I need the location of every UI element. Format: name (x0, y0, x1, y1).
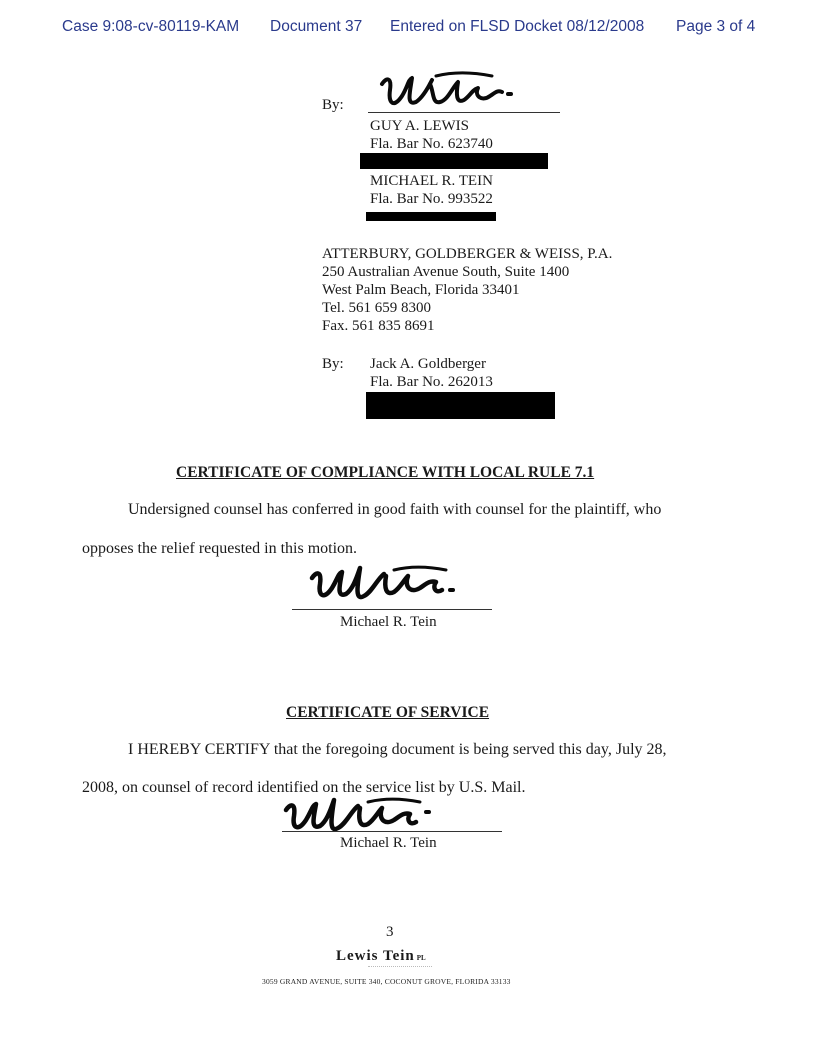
signer-goldberger-bar: Fla. Bar No. 262013 (370, 374, 493, 390)
by-label-1: By: (322, 97, 344, 113)
docket-entered-date: Entered on FLSD Docket 08/12/2008 (390, 18, 645, 35)
firm-fax: Fax. 561 835 8691 (322, 318, 435, 334)
signature-1 (372, 62, 522, 122)
service-text-line-2: 2008, on counsel of record identified on the service list by U.S. Mail. (82, 779, 526, 796)
signature-2 (300, 554, 470, 610)
service-heading: CERTIFICATE OF SERVICE (286, 704, 490, 721)
redaction-bar (360, 153, 548, 169)
compliance-signer-name: Michael R. Tein (340, 614, 437, 630)
compliance-text-line-1: Undersigned counsel has conferred in good faith with counsel for the plaintiff, who (128, 501, 662, 518)
signer-goldberger-name: Jack A. Goldberger (370, 356, 486, 372)
page-number: 3 (386, 924, 394, 940)
firm-logo-suffix: PL (416, 954, 426, 962)
compliance-text-line-2: opposes the relief requested in this motion. (82, 540, 358, 557)
firm-logo-name: Lewis Tein (336, 948, 415, 964)
redaction-bar (366, 212, 496, 221)
firm-logo (336, 947, 426, 965)
by-label-2: By: (322, 356, 344, 372)
signature-line-2 (292, 609, 492, 610)
firm-address-1: 250 Australian Avenue South, Suite 1400 (322, 264, 570, 280)
firm-tagline-decoration (368, 966, 432, 970)
signer-michael-tein-bar: Fla. Bar No. 993522 (370, 191, 493, 207)
docket-document-number: Document 37 (270, 18, 363, 35)
docket-page-indicator: Page 3 of 4 (676, 18, 756, 35)
compliance-heading: CERTIFICATE OF COMPLIANCE WITH LOCAL RULE 7.1 (176, 464, 595, 481)
signer-michael-tein-name: MICHAEL R. TEIN (370, 173, 493, 189)
signer-guy-lewis-name: GUY A. LEWIS (370, 118, 470, 134)
docket-case-number: Case 9:08-cv-80119-KAM (62, 18, 240, 35)
service-signer-name: Michael R. Tein (340, 835, 437, 851)
service-text-line-1: I HEREBY CERTIFY that the foregoing document is being served this day, July 28, (128, 741, 667, 758)
redaction-bar (366, 392, 555, 419)
signer-guy-lewis-bar: Fla. Bar No. 623740 (370, 136, 493, 152)
firm-address: 3059 GRAND AVENUE, SUITE 340, COCONUT GROVE, FLORIDA 33133 (262, 977, 511, 986)
firm-address-2: West Palm Beach, Florida 33401 (322, 282, 520, 298)
signature-line-3 (282, 831, 502, 832)
signature-line-1 (368, 112, 560, 113)
firm-tel: Tel. 561 659 8300 (322, 300, 431, 316)
firm-name: ATTERBURY, GOLDBERGER & WEISS, P.A. (322, 246, 613, 262)
